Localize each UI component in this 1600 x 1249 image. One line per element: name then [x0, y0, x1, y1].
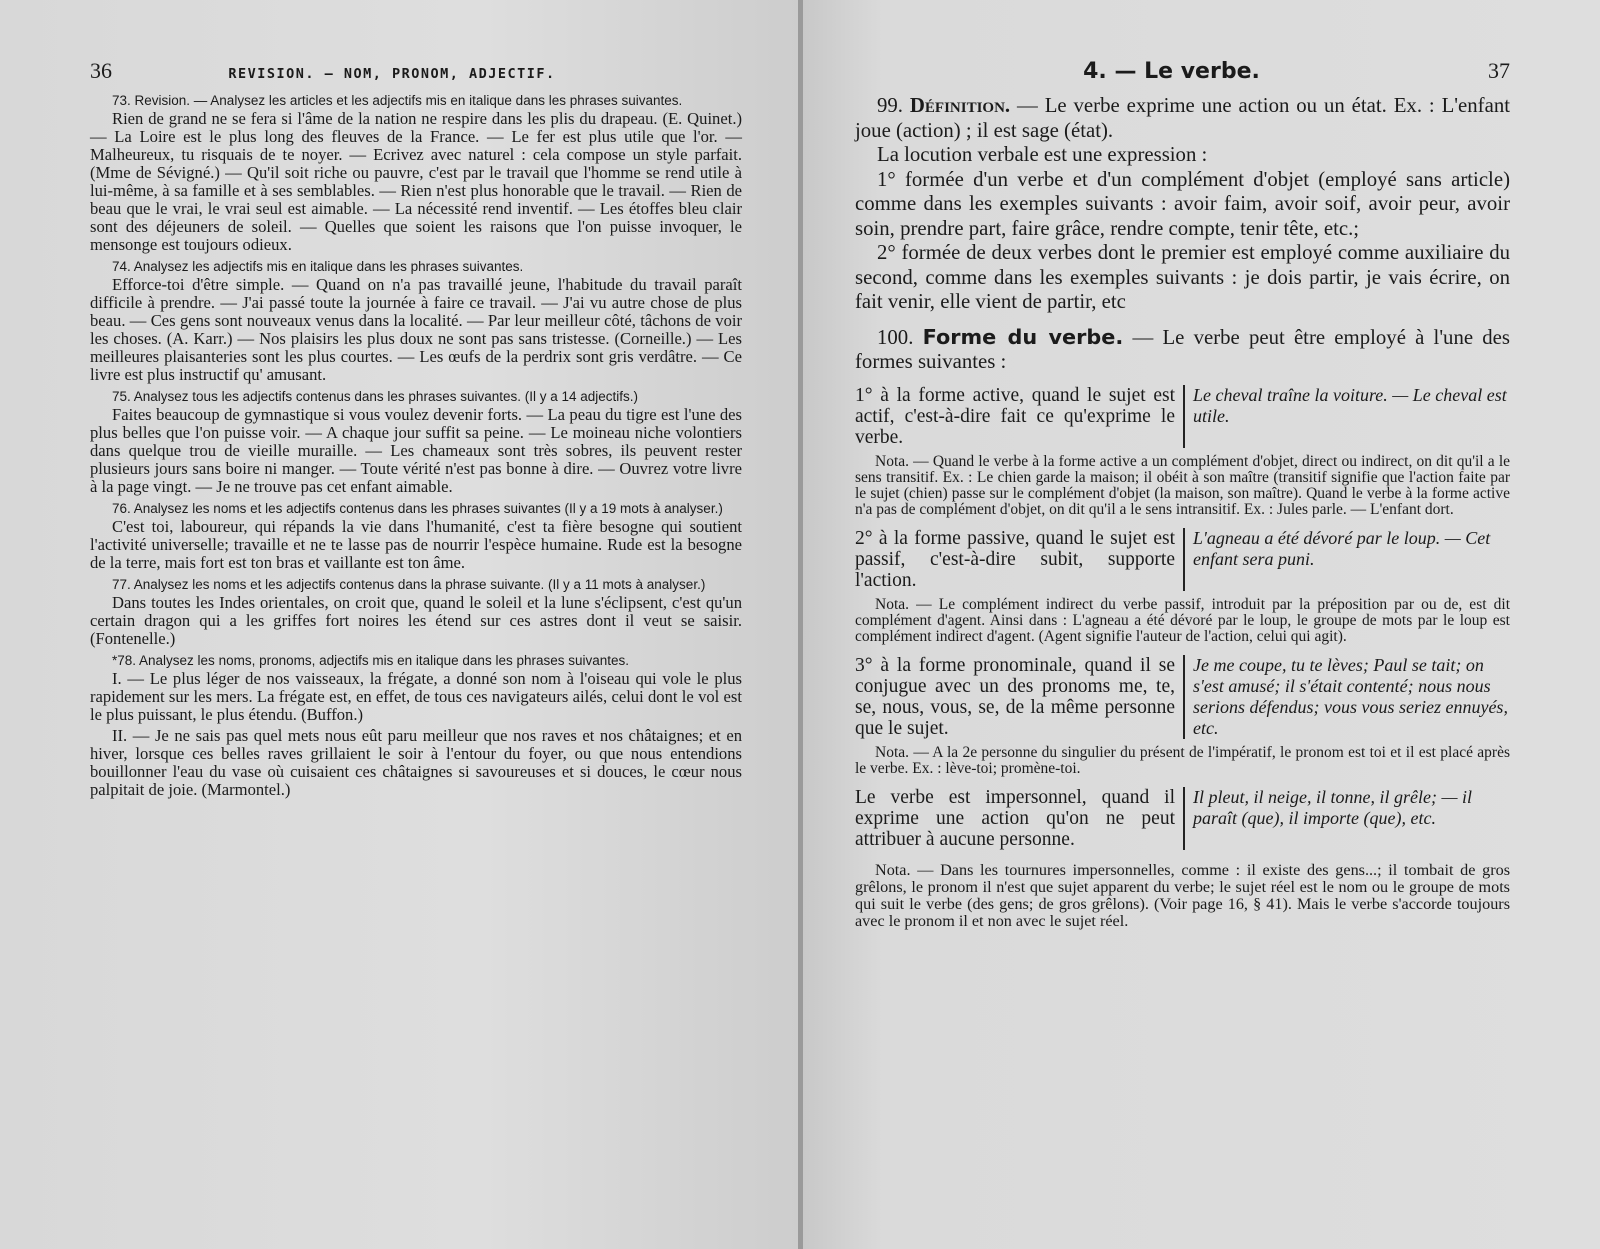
section-title: Forme du verbe. — [922, 324, 1124, 349]
nota-impersonnel: Nota. — Dans les tournures impersonnelles, comme : il existe des gens...; il tombait de gros grêlons, le pronom il n'est que sujet apparent du verbe; le sujet réel est le nom ou le groupe de mots qui suit le verbe (des gens; de gros grêlons). (Voir page 16, § 41). Mais le verbe s'accorde toujours avec le pronom il et non avec le sujet réel. — [855, 860, 1510, 930]
nota-transitif: Nota. — Quand le verbe à la forme active a un complément d'objet, direct ou indirect, on dit qu'il a le sens transitif. Ex. : Le chien garde la maison; il obéit à son maître (transitif signifie que l'action faite par le sujet (chien) passe sur le complément d'objet (la maison, son maître). Quand le verbe à la forme active n'a pas de complément d'objet, on dit qu'il a le sens intransitif. Ex. : Jules parle. — L'enfant dort. — [855, 452, 1510, 518]
forme-example: Il pleut, il neige, il tonne, il grêle; — il paraît (que), il importe (que), etc. — [1193, 786, 1472, 828]
exercise-heading: 76. Analysez les noms et les adjectifs contenus dans les phrases suivantes (Il y a 19 mots à analyser.) — [112, 501, 723, 516]
exercise-body-part-2: II. — Je ne sais pas quel mets nous eût paru meilleur que nos raves et nos châtaignes; et en hiver, lorsque ces belles raves grillaient le soir à l'entour du foyer, ou que nous entendions bouillonner l'eau du vase où cuisaient ces châtaignes si savoureuses et si douces, le cœur nous palpitait de joie. (Marmontel.) — [90, 726, 742, 799]
exercise-body: Efforce-toi d'être simple. — Quand on n'a pas travaillé jeune, l'habitude du travail paraît difficile à prendre. — J'ai passé toute la journée à faire ce travail. — J'ai vu autre chose de plus beau. — Ces gens sont nouveaux venus dans la localité. — Par leur meilleur côté, tâchons de voir les choses. (A. Karr.) — Nos plaisirs les plus doux ne sont pas sans tristesse. (Corneille.) — Les meilleures plaisanteries sont les plus courtes. — Les œufs de la perdrix sont gris verdâtre. — Ce livre est plus instructif qu' amusant. — [90, 275, 742, 384]
exercise-body: Faites beaucoup de gymnastique si vous voulez devenir forts. — La peau du tigre est l'une des plus belles que l'on puisse voir. — A chaque jour suffit sa peine. — Le moineau niche volontiers dans quelque trou de vieille muraille. — Les chameaux sont très sobres, ils peuvent rester plusieurs jours sans boire ni manger. — Toute vérité n'est pas bonne à dire. — Ouvrez votre livre à la page vingt. — Je ne trouve pas cet enfant aimable. — [90, 405, 742, 496]
section-number: 100. — [877, 325, 914, 349]
definition-label: Définition. — [909, 94, 1011, 117]
forme-description: Le verbe est impersonnel, quand il exprime une action qu'on ne peut attribuer à aucune personne. — [855, 787, 1185, 850]
forme-description: 1° à la forme active, quand le sujet est actif, c'est-à-dire fait ce qu'exprime le verbe. — [855, 385, 1185, 448]
running-head-left — [90, 58, 742, 84]
definition-99 — [855, 94, 1510, 143]
forme-active — [855, 385, 1510, 448]
page-number-left: 36 — [90, 58, 112, 83]
exercise-heading: *78. Analysez les noms, pronoms, adjectifs mis en italique dans les phrases suivantes. — [112, 653, 630, 668]
right-page — [803, 0, 1600, 1249]
locution-verbale-intro: La locution verbale est une expression : — [877, 143, 1208, 166]
exercise-body: Rien de grand ne se fera si l'âme de la nation ne respire dans les plis du drapeau. (E. Quinet.) — La Loire est le plus long des fleuves de la France. — Le fer est plus utile que l'or. — Malheureux, tu risquais de te noyer. — Ecrivez avec naturel : cela compose un style parfait. (Mme de Sévigné.) — Qu'il soit riche ou pauvre, c'est par le travail que l'homme se rend utile à lui-même, à sa famille et à ses semblables. — Rien n'est plus honorable que le travail. — Rien de beau que le vrai, le vrai seul est aimable. — La nécessité rend inventif. — Les étoffes bleu clair sont des déjeuners de soleil. — Quelles que soient les raisons que l'on puisse invoquer, le mensonge est toujours odieux. — [90, 109, 742, 254]
forme-description: 2° à la forme passive, quand le sujet est passif, c'est-à-dire subit, supporte l'action. — [855, 528, 1185, 591]
definition-text: — Le verbe exprime une action ou un état. Ex. : L'enfant joue (action) ; il est sage (état). — [855, 94, 1510, 142]
forme-example: L'agneau a été dévoré par le loup. — Cet enfant sera puni. — [1193, 527, 1491, 569]
section-100 — [855, 325, 1510, 375]
locution-verbale-point-1: 1° formée d'un verbe et d'un complément d'objet (employé sans article) comme dans les exemples suivants : avoir faim, avoir soif, avoir peur, avoir soin, prendre part, faire grâce, rendre compte, tenir tête, etc.; — [855, 167, 1510, 240]
exercise-heading: 75. Analysez tous les adjectifs contenus dans les phrases suivantes. (Il y a 14 adjectifs.) — [112, 389, 639, 404]
forme-passive — [855, 528, 1510, 591]
exercise-75 — [90, 390, 742, 496]
exercise-74 — [90, 260, 742, 384]
exercise-heading: 77. Analysez les noms et les adjectifs contenus dans la phrase suivante. (Il y a 11 mots à analyser.) — [112, 577, 706, 592]
page-number-right: 37 — [1488, 58, 1510, 83]
exercise-76 — [90, 502, 742, 572]
section-text: — Le verbe peut être employé à l'une des formes suivantes : — [855, 325, 1511, 373]
forme-example: Je me coupe, tu te lèves; Paul se tait; on s'est amusé; il s'était contenté; nous nous serions défendus; vous vous seriez ennuyés, etc. — [1193, 654, 1508, 738]
nota-imperatif: Nota. — A la 2e personne du singulier du présent de l'impératif, le pronom est toi et il est placé après le verbe. Ex. : lève-toi; promène-toi. — [855, 743, 1510, 777]
running-head-title-left: REVISION. — NOM, PRONOM, ADJECTIF. — [228, 66, 556, 82]
forme-description: 3° à la forme pronominale, quand il se conjugue avec un des pronoms me, te, se, nous, vous, se, de la même personne que le sujet. — [855, 655, 1185, 739]
running-head-right — [855, 58, 1510, 84]
exercise-73 — [90, 94, 742, 254]
section-number: 99. — [877, 94, 903, 117]
exercise-body: Dans toutes les Indes orientales, on croit que, quand le soleil et la lune s'éclipsent, c'est qu'un certain dragon qui a les griffes fort noires les étend sur ces astres dont il veut se saisir. (Fontenelle.) — [90, 593, 742, 648]
locution-verbale-point-2: 2° formée de deux verbes dont le premier est employé comme auxiliaire du second, comme dans les exemples suivants : je dois partir, je vais écrire, on fait venir, elle vient de partir, etc — [855, 241, 1510, 313]
nota-agent: Nota. — Le complément indirect du verbe passif, introduit par la préposition par ou de, est dit complément d'agent. Ainsi dans : L'agneau a été dévoré par le loup, le groupe de mots par le loup est complément indirect d'agent. (Agent signifie l'auteur de l'action, celui qui agit). — [855, 595, 1510, 645]
exercise-body: C'est toi, laboureur, qui répands la vie dans l'humanité, c'est ta fière besogne qui soutient l'activité universelle; travaille et ne te lasse pas de nourrir l'espèce humaine. Rude est la besogne de la terre, mais fort est ton bras et vaillante est ton âme. — [90, 517, 742, 572]
exercise-heading: 74. Analysez les adjectifs mis en italique dans les phrases suivantes. — [112, 259, 524, 274]
forme-pronominale — [855, 655, 1510, 739]
chapter-title: 4. — Le verbe. — [1083, 59, 1260, 84]
forme-example: Le cheval traîne la voiture. — Le cheval est utile. — [1193, 384, 1507, 426]
exercise-heading: 73. Revision. — Analysez les articles et les adjectifs mis en italique dans les phrases suivantes. — [112, 93, 683, 108]
exercise-77 — [90, 578, 742, 648]
exercise-body: I. — Le plus léger de nos vaisseaux, la frégate, a donné son nom à l'oiseau qui vole le plus rapidement sur les mers. La frégate est, en effet, de tous ces navigateurs ailés, celui dont le vol est le plus puissant, le plus étendu. (Buffon.) — [90, 669, 742, 724]
forme-impersonnelle — [855, 787, 1510, 850]
exercise-78 — [90, 654, 742, 799]
